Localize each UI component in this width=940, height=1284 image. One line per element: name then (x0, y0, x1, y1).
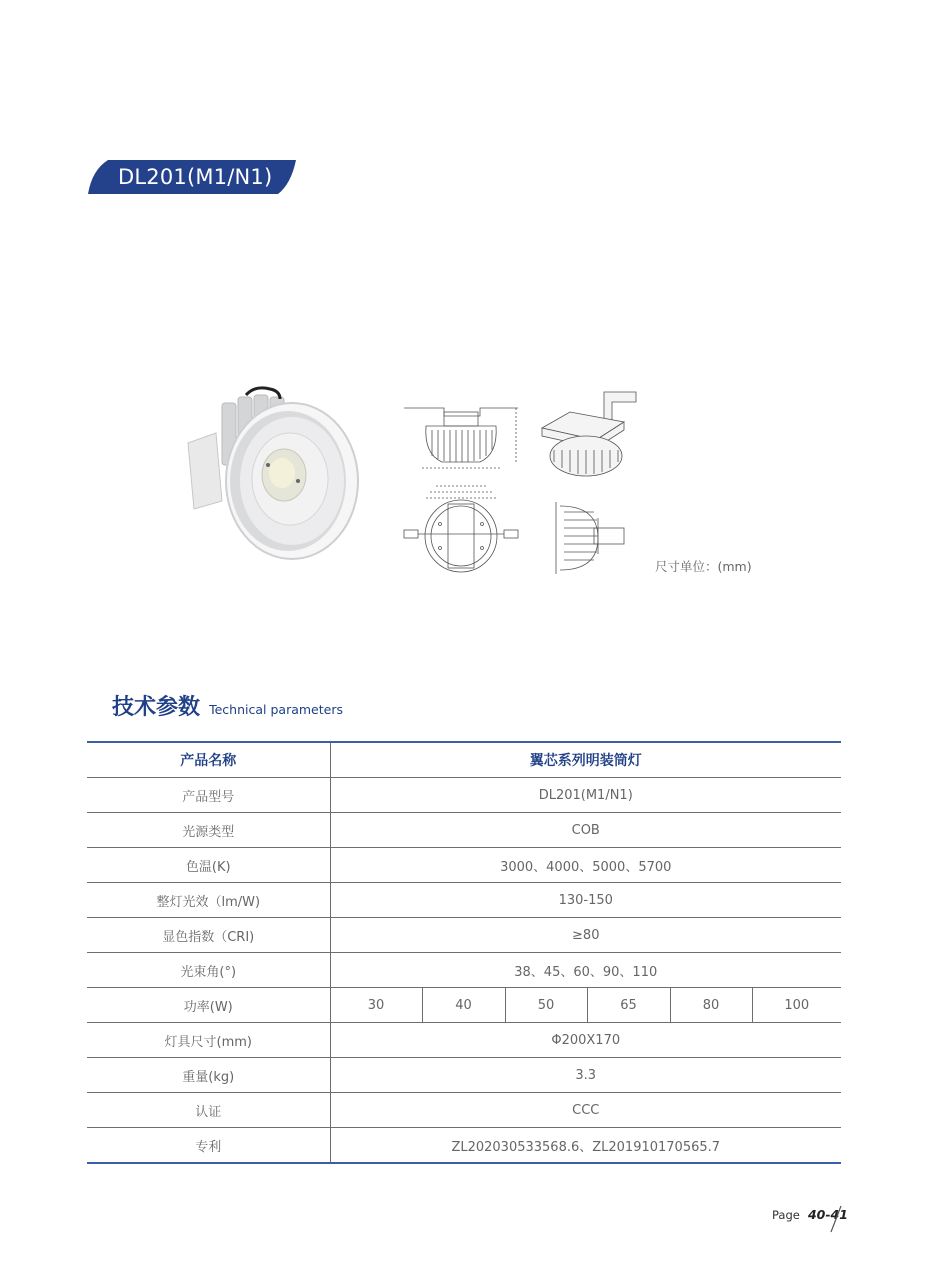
power-value: 50 (505, 988, 587, 1023)
row-value: 3.3 (330, 1058, 841, 1093)
row-label: 整灯光效（lm/W) (87, 883, 330, 918)
section-title-en: Technical parameters (209, 702, 343, 717)
side-view-drawing (550, 500, 630, 578)
row-value: CCC (330, 1093, 841, 1128)
row-label: 光源类型 (87, 813, 330, 848)
technical-parameters-table (87, 741, 841, 1164)
power-value: 80 (670, 988, 752, 1023)
power-value: 100 (752, 988, 841, 1023)
page-slash-decoration (828, 1204, 844, 1234)
row-label: 显色指数（CRI) (87, 918, 330, 953)
table-row (87, 1128, 841, 1164)
section-title-cn: 技术参数 (112, 695, 201, 720)
power-value: 30 (330, 988, 422, 1023)
table-header-value: 翼芯系列明装筒灯 (330, 742, 841, 778)
table-header-label: 产品名称 (87, 742, 330, 778)
unit-note: 尺寸单位：(mm) (655, 559, 752, 574)
table-row (87, 778, 841, 813)
front-view-drawing (400, 404, 524, 474)
model-title-tab (88, 160, 296, 194)
row-label: 灯具尺寸(mm) (87, 1023, 330, 1058)
row-value: DL201(M1/N1) (330, 778, 841, 813)
power-value: 40 (422, 988, 505, 1023)
row-value: 3000、4000、5000、5700 (330, 848, 841, 883)
row-value: ≥80 (330, 918, 841, 953)
table-header-row (87, 742, 841, 778)
top-view-drawing (400, 482, 524, 578)
row-value: 38、45、60、90、110 (330, 953, 841, 988)
model-title: DL201(M1/N1) (118, 165, 273, 189)
table-row (87, 918, 841, 953)
table-row (87, 1023, 841, 1058)
power-value: 65 (587, 988, 670, 1023)
page-label: Page (772, 1208, 800, 1222)
table-row (87, 883, 841, 918)
row-label: 认证 (87, 1093, 330, 1128)
row-label: 色温(K) (87, 848, 330, 883)
row-label: 产品型号 (87, 778, 330, 813)
power-row (87, 988, 841, 1023)
row-label: 光束角(°) (87, 953, 330, 988)
section-heading (112, 690, 343, 721)
row-label: 重量(kg) (87, 1058, 330, 1093)
row-label: 专利 (87, 1128, 330, 1164)
table-row (87, 813, 841, 848)
row-value: Φ200X170 (330, 1023, 841, 1058)
row-value: COB (330, 813, 841, 848)
page-number-value: 40-41 (807, 1207, 848, 1222)
table-row (87, 953, 841, 988)
perspective-drawing (540, 388, 640, 480)
table-row (87, 1058, 841, 1093)
row-value: ZL202030533568.6、ZL201910170565.7 (330, 1128, 841, 1164)
table-row (87, 1093, 841, 1128)
downlight-product-photo (180, 383, 365, 568)
table-row (87, 848, 841, 883)
row-value: 130-150 (330, 883, 841, 918)
row-label: 功率(W) (87, 988, 330, 1023)
